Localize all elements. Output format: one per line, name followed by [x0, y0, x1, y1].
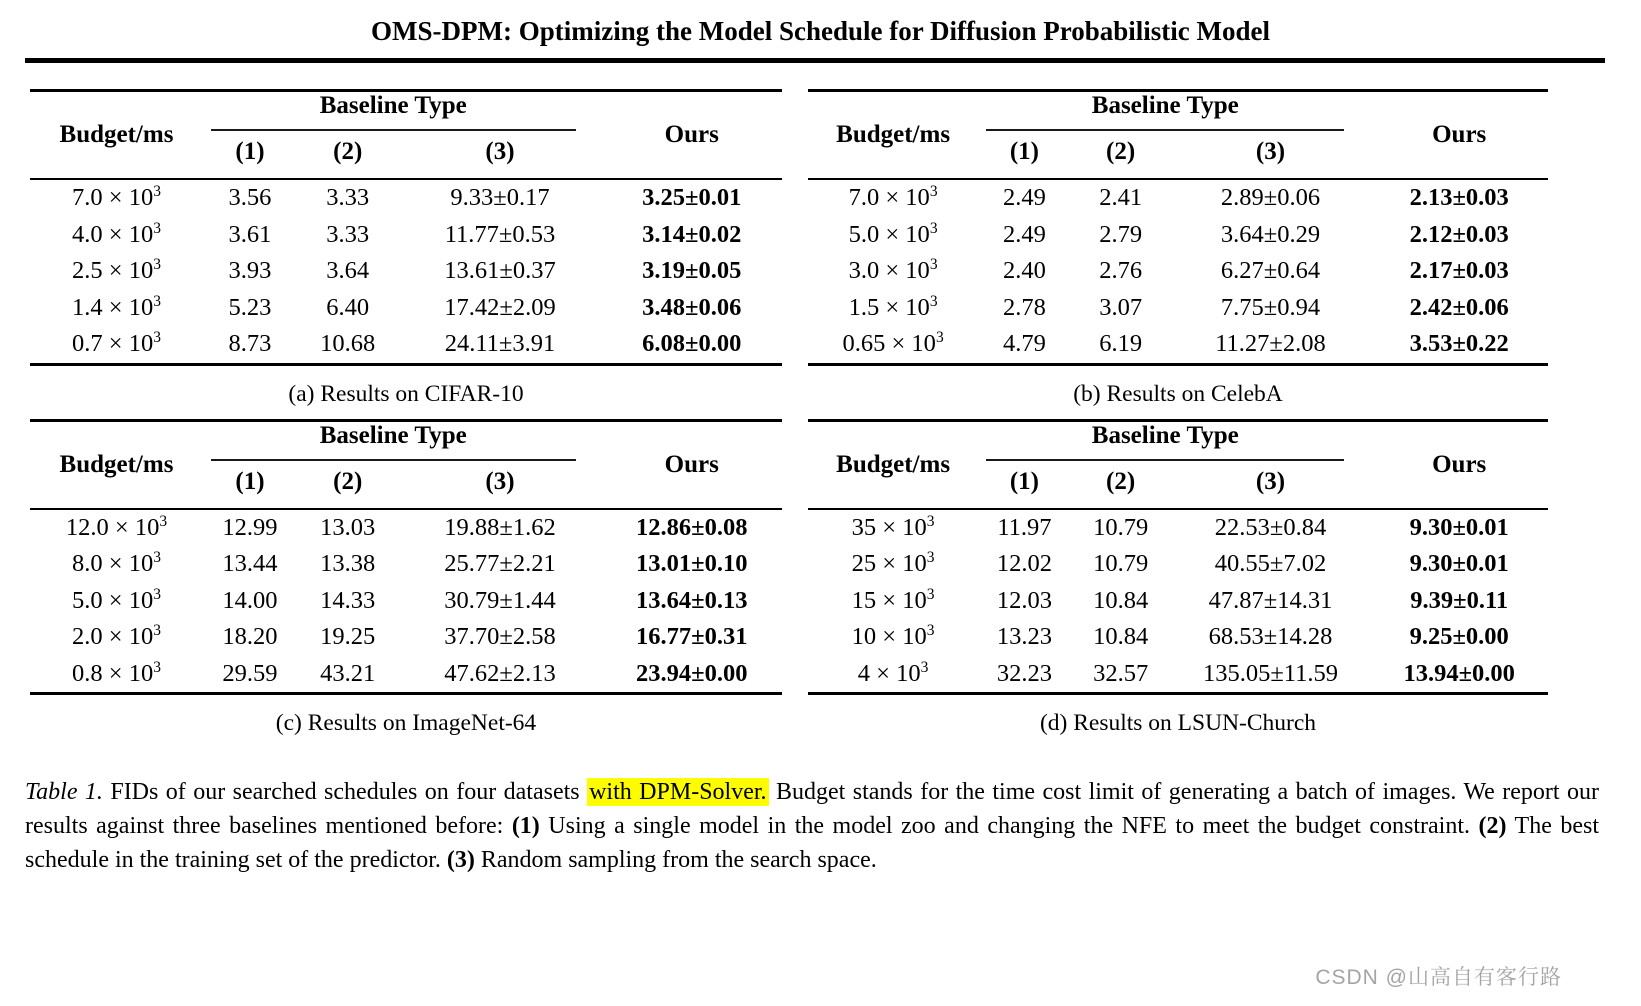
results-table-celeba [808, 89, 1548, 366]
budget-exponent: 3 [926, 621, 935, 639]
budget-base: 7.0 × 10 [72, 184, 154, 211]
baseline3-fid: 9.33±0.17 [450, 184, 550, 211]
budget-base: 1.5 × 10 [848, 293, 930, 321]
col-header-ours: Ours [664, 121, 719, 148]
baseline3-fid: 40.55±7.02 [1214, 550, 1327, 577]
baseline3-fid: 7.75±0.94 [1220, 293, 1321, 321]
col-header-baseline-2: (2) [1106, 467, 1136, 495]
table-subcaption-c: (c) Results on ImageNet-64 [275, 710, 537, 736]
results-table-imagenet64 [30, 419, 782, 696]
budget-base: 0.7 × 10 [72, 330, 154, 357]
col-header-budget: Budget/ms [836, 450, 951, 478]
baseline1-fid: 14.00 [222, 586, 278, 614]
data-row [30, 326, 782, 364]
results-table-cifar10 [30, 89, 782, 366]
baseline3-fid: 135.05±11.59 [1202, 659, 1338, 687]
budget-exponent: 3 [153, 328, 161, 346]
budget-base: 2.5 × 10 [72, 257, 154, 284]
ours-fid: 3.48±0.06 [642, 293, 742, 321]
budget-value [808, 656, 978, 694]
baseline2-fid: 10.84 [1093, 623, 1149, 650]
budget-value [30, 179, 203, 217]
baseline2-fid: 10.68 [320, 330, 376, 357]
ours-fid: 13.64±0.13 [636, 586, 748, 614]
baseline2-fid: 3.33 [326, 220, 370, 248]
baseline1-fid: 8.73 [228, 330, 272, 357]
data-row [808, 253, 1548, 290]
baseline3-fid: 30.79±1.44 [444, 586, 556, 614]
data-row [30, 583, 782, 620]
col-header-baseline-2: (2) [333, 467, 363, 495]
data-row [30, 290, 782, 327]
caption-bold-2: (2) [1478, 813, 1507, 839]
table-subcaption-d: (d) Results on LSUN-Church [1039, 710, 1317, 736]
watermark: CSDN @山高自有客行路 [1315, 966, 1562, 989]
baseline1-fid: 13.44 [222, 550, 278, 577]
budget-exponent: 3 [153, 585, 161, 603]
baseline3-fid: 11.27±2.08 [1215, 330, 1326, 357]
ours-fid: 2.42±0.06 [1409, 293, 1509, 321]
col-header-baseline-1: (1) [1009, 467, 1040, 495]
budget-exponent: 3 [159, 512, 168, 530]
budget-exponent: 3 [926, 585, 935, 603]
ours-fid: 3.19±0.05 [642, 257, 742, 284]
budget-exponent: 3 [926, 548, 935, 566]
caption-label: Table 1. [25, 779, 103, 805]
budget-value [30, 583, 203, 620]
budget-value [808, 217, 978, 254]
budget-base: 2.0 × 10 [72, 623, 154, 650]
title-rule [25, 58, 1605, 63]
budget-value [808, 290, 978, 327]
budget-exponent: 3 [153, 548, 161, 566]
baseline3-fid: 47.62±2.13 [444, 659, 556, 687]
ours-fid: 9.25±0.00 [1409, 623, 1509, 650]
ours-fid: 2.13±0.03 [1409, 184, 1509, 211]
budget-exponent: 3 [920, 658, 929, 676]
baseline1-fid: 18.20 [222, 623, 278, 650]
col-header-baseline-type [203, 420, 602, 461]
budget-base: 12.0 × 10 [65, 513, 160, 541]
baseline1-fid: 2.40 [1003, 257, 1046, 284]
budget-value [30, 546, 203, 583]
budget-base: 25 × 10 [851, 550, 927, 577]
baseline3-fid: 11.77±0.53 [444, 220, 556, 248]
baseline1-fid: 12.99 [222, 513, 278, 541]
ours-fid: 9.30±0.01 [1409, 550, 1509, 577]
results-table-lsun-church [808, 419, 1548, 696]
budget-base: 15 × 10 [851, 586, 927, 614]
budget-value [808, 546, 978, 583]
baseline3-fid: 68.53±14.28 [1208, 623, 1333, 650]
budget-exponent: 3 [929, 255, 938, 273]
baseline1-fid: 4.79 [1003, 330, 1046, 357]
ours-fid: 9.39±0.11 [1410, 586, 1509, 614]
caption-text-3: Using a single model in the model zoo and changing the NFE to meet the budget constraint. [539, 813, 1479, 839]
baseline1-fid: 3.56 [228, 184, 272, 211]
data-row [808, 179, 1548, 217]
data-row [808, 619, 1548, 656]
budget-value [30, 217, 203, 254]
budget-base: 10 × 10 [851, 623, 927, 650]
caption-highlight: with DPM-Solver. [589, 779, 767, 805]
budget-value [30, 509, 203, 547]
baseline2-fid: 14.33 [320, 586, 376, 614]
baseline3-fid: 25.77±2.21 [444, 550, 556, 577]
ours-fid: 6.08±0.00 [642, 330, 742, 357]
budget-exponent: 3 [153, 658, 161, 676]
ours-fid: 3.25±0.01 [642, 184, 742, 211]
budget-value [30, 326, 203, 364]
ours-fid: 2.12±0.03 [1409, 220, 1509, 248]
baseline2-fid: 3.64 [326, 257, 370, 284]
data-row [808, 290, 1548, 327]
col-header-baseline-type [203, 91, 602, 132]
col-header-baseline-3: (3) [1255, 138, 1286, 165]
ours-fid: 13.01±0.10 [636, 550, 748, 577]
ours-fid: 16.77±0.31 [636, 623, 748, 650]
col-header-budget: Budget/ms [59, 450, 174, 478]
budget-exponent: 3 [153, 219, 161, 237]
col-header-baseline-type [978, 91, 1370, 132]
baseline2-fid: 6.40 [326, 293, 370, 321]
budget-exponent: 3 [926, 512, 935, 530]
budget-value [808, 326, 978, 364]
baseline1-fid: 2.49 [1003, 220, 1046, 248]
baseline2-fid: 2.79 [1099, 220, 1143, 248]
baseline2-fid: 6.19 [1099, 330, 1143, 357]
page-title: OMS-DPM: Optimizing the Model Schedule for Diffusion Probabilistic Model [371, 16, 1270, 46]
table-subcaption-b: (b) Results on CelebA [1073, 380, 1283, 407]
data-row [30, 509, 782, 547]
baseline1-fid: 12.03 [996, 586, 1052, 614]
budget-value [808, 509, 978, 547]
data-row [808, 217, 1548, 254]
caption-text-4: The best schedule in the training set of the predictor. [25, 813, 1600, 873]
budget-base: 7.0 × 10 [848, 184, 930, 211]
col-header-baseline-1: (1) [235, 138, 265, 165]
data-row [30, 217, 782, 254]
baseline2-fid: 10.84 [1093, 586, 1149, 614]
paper-page [0, 16, 1641, 1006]
budget-base: 35 × 10 [851, 513, 927, 541]
col-header-ours: Ours [664, 450, 719, 478]
budget-exponent: 3 [153, 292, 161, 310]
header-row-group [30, 91, 782, 132]
budget-value [30, 253, 203, 290]
header-row-group [30, 420, 782, 461]
budget-base: 8.0 × 10 [72, 550, 154, 577]
baseline1-fid: 13.23 [996, 623, 1052, 650]
baseline1-fid: 12.02 [996, 550, 1052, 577]
caption-text-1: FIDs of our searched schedules on four datasets [102, 779, 588, 805]
col-header-ours: Ours [1432, 121, 1487, 148]
ours-fid: 9.30±0.01 [1409, 513, 1509, 541]
results-tables-grid [30, 89, 1641, 748]
baseline3-fid: 13.61±0.37 [444, 257, 556, 284]
baseline2-fid: 32.57 [1093, 659, 1149, 687]
col-header-baseline-2: (2) [333, 138, 363, 165]
caption-bold-3: (3) [446, 847, 475, 873]
budget-exponent: 3 [929, 292, 938, 310]
baseline3-fid: 24.11±3.91 [444, 330, 556, 357]
baseline-type-label: Baseline Type [211, 92, 576, 131]
baseline3-fid: 2.89±0.06 [1220, 184, 1321, 211]
budget-value [808, 179, 978, 217]
baseline3-fid: 17.42±2.09 [444, 293, 556, 321]
col-header-ours: Ours [1432, 450, 1487, 478]
col-header-budget: Budget/ms [836, 121, 951, 148]
caption-text-5: Random sampling from the search space. [474, 847, 877, 873]
budget-exponent: 3 [935, 328, 944, 346]
budget-exponent: 3 [929, 182, 938, 200]
header-row-group [808, 420, 1548, 461]
budget-exponent: 3 [153, 255, 161, 273]
baseline2-fid: 10.79 [1093, 513, 1149, 541]
baseline1-fid: 3.93 [228, 257, 272, 284]
baseline1-fid: 32.23 [996, 659, 1052, 687]
budget-value [30, 656, 203, 694]
baseline1-fid: 2.78 [1003, 293, 1046, 321]
col-header-baseline-1: (1) [235, 467, 265, 495]
budget-exponent: 3 [153, 182, 161, 200]
budget-base: 5.0 × 10 [848, 220, 930, 248]
baseline2-fid: 3.33 [326, 184, 370, 211]
col-header-baseline-3: (3) [1255, 467, 1286, 495]
result-section-cifar10 [30, 89, 782, 419]
baseline1-fid: 2.49 [1003, 184, 1046, 211]
budget-base: 5.0 × 10 [72, 586, 154, 614]
data-row [30, 253, 782, 290]
baseline-type-label: Baseline Type [986, 422, 1344, 461]
data-row [808, 583, 1548, 620]
header-row-group [808, 91, 1548, 132]
result-section-celeba [808, 89, 1548, 419]
data-row [30, 546, 782, 583]
baseline2-fid: 43.21 [320, 659, 376, 687]
budget-base: 1.4 × 10 [72, 293, 154, 321]
ours-fid: 3.53±0.22 [1409, 330, 1509, 357]
table-caption [25, 775, 1599, 877]
col-header-baseline-2: (2) [1106, 138, 1136, 165]
col-header-baseline-type [978, 420, 1370, 461]
baseline2-fid: 3.07 [1099, 293, 1143, 321]
baseline3-fid: 6.27±0.64 [1220, 257, 1321, 284]
budget-value [30, 290, 203, 327]
ours-fid: 13.94±0.00 [1403, 659, 1515, 687]
budget-base: 3.0 × 10 [848, 257, 930, 284]
budget-base: 0.8 × 10 [72, 659, 154, 687]
baseline2-fid: 19.25 [320, 623, 376, 650]
baseline3-fid: 22.53±0.84 [1214, 513, 1327, 541]
ours-fid: 23.94±0.00 [636, 659, 748, 687]
baseline2-fid: 2.76 [1099, 257, 1143, 284]
baseline3-fid: 47.87±14.31 [1208, 586, 1333, 614]
budget-exponent: 3 [153, 621, 161, 639]
ours-fid: 12.86±0.08 [636, 513, 748, 541]
data-row [808, 656, 1548, 694]
data-row [808, 326, 1548, 364]
table-subcaption-a: (a) Results on CIFAR-10 [288, 380, 524, 407]
budget-base: 4 × 10 [857, 659, 921, 687]
budget-value [808, 583, 978, 620]
result-section-lsun-church [808, 419, 1548, 749]
baseline2-fid: 10.79 [1093, 550, 1149, 577]
data-row [30, 619, 782, 656]
baseline3-fid: 37.70±2.58 [444, 623, 556, 650]
baseline3-fid: 3.64±0.29 [1220, 220, 1321, 248]
budget-base: 4.0 × 10 [72, 220, 154, 248]
data-row [30, 179, 782, 217]
col-header-budget: Budget/ms [59, 121, 174, 148]
baseline1-fid: 11.97 [997, 513, 1052, 541]
data-row [808, 509, 1548, 547]
budget-base: 0.65 × 10 [842, 330, 936, 357]
col-header-baseline-1: (1) [1009, 138, 1040, 165]
caption-text-2: Budget stands for the time cost limit of generating a batch of images. We report our results against three baselines mentioned before: [25, 779, 1600, 839]
budget-value [30, 619, 203, 656]
baseline-type-label: Baseline Type [211, 422, 576, 461]
baseline1-fid: 5.23 [228, 293, 272, 321]
baseline2-fid: 13.38 [320, 550, 376, 577]
budget-exponent: 3 [929, 219, 938, 237]
budget-value [808, 619, 978, 656]
col-header-baseline-3: (3) [485, 138, 515, 165]
ours-fid: 2.17±0.03 [1409, 257, 1509, 284]
baseline3-fid: 19.88±1.62 [444, 513, 556, 541]
data-row [30, 656, 782, 694]
baseline2-fid: 13.03 [320, 513, 376, 541]
col-header-baseline-3: (3) [485, 467, 515, 495]
baseline2-fid: 2.41 [1099, 184, 1143, 211]
caption-bold-1: (1) [511, 813, 540, 839]
baseline1-fid: 29.59 [222, 659, 278, 687]
budget-value [808, 253, 978, 290]
baseline-type-label: Baseline Type [986, 92, 1344, 131]
baseline1-fid: 3.61 [228, 220, 272, 248]
result-section-imagenet64 [30, 419, 782, 749]
ours-fid: 3.14±0.02 [642, 220, 742, 248]
data-row [808, 546, 1548, 583]
